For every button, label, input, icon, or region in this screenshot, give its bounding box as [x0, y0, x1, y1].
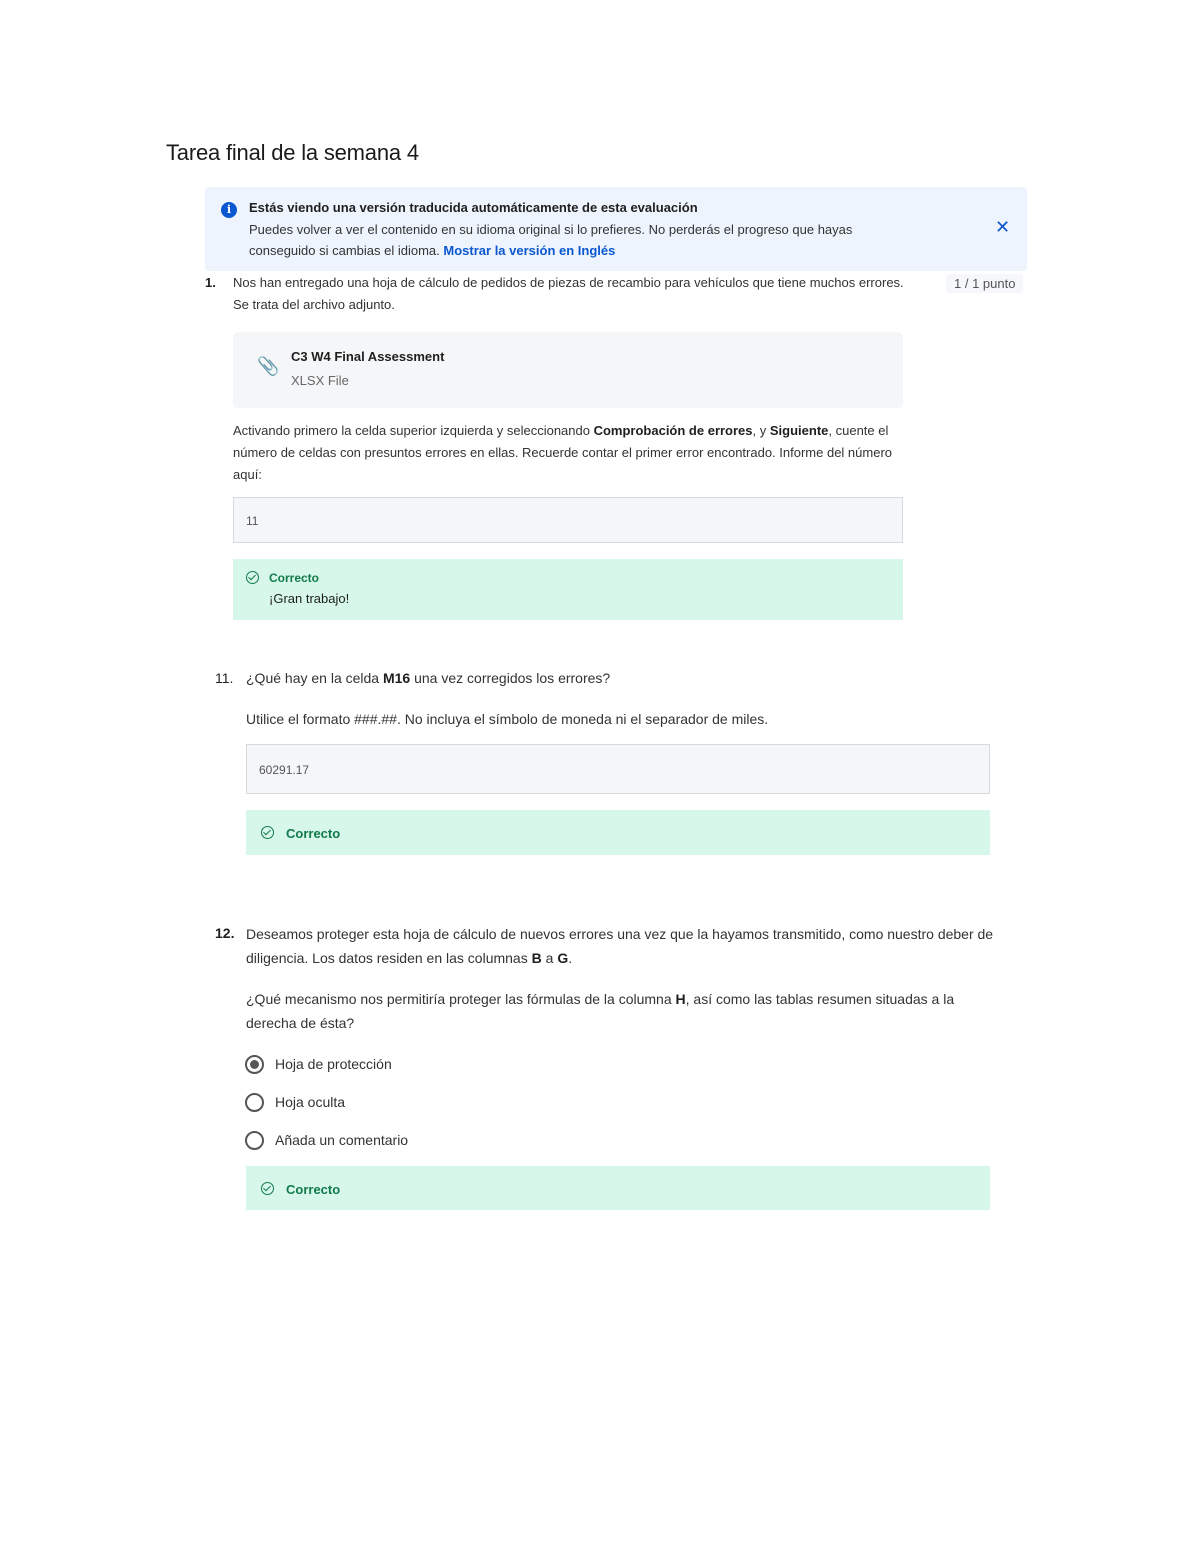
points-badge: 1 / 1 punto	[946, 274, 1023, 293]
q12-part: a	[541, 950, 558, 966]
answer-value: 60291.17	[259, 763, 310, 777]
feedback-correct-11	[246, 810, 990, 855]
feedback-label: Correcto	[286, 826, 341, 841]
q12-col-h: H	[675, 991, 686, 1007]
answer-value: 11	[246, 514, 259, 528]
q12-part: Deseamos proteger esta hoja de cálculo de nuevos errores una vez que la hayamos transmitido, como nuestro deber de diligencia. Los datos residen en las columnas	[246, 926, 994, 966]
option-label-1[interactable]: Hoja de protección	[275, 1056, 392, 1072]
check-circle-icon	[246, 571, 259, 584]
feedback-label: Correcto	[269, 571, 320, 585]
feedback-correct-1	[233, 559, 903, 620]
show-english-link[interactable]: Mostrar la versión en Inglés	[443, 243, 616, 258]
instr-part: , cuente el número de celdas con presuntos errores en ellas. Recuerde contar el primer error encontrado. Informe del número aquí:	[233, 423, 893, 482]
option-label-3[interactable]: Añada un comentario	[275, 1132, 409, 1148]
question-number-1: 1.	[205, 275, 216, 290]
translation-banner	[205, 187, 1027, 271]
question-1-text: Nos han entregado una hoja de cálculo de pedidos de piezas de recambio para vehículos que tiene muchos errores. Se trata del archivo adjunto.	[233, 275, 904, 312]
question-number-11: 11.	[215, 670, 234, 686]
q12-part: .	[568, 950, 573, 966]
info-icon: i	[221, 202, 237, 218]
q11-part: una vez corregidos los errores?	[410, 670, 611, 686]
radio-option-3[interactable]	[245, 1131, 264, 1150]
question-number-12: 12.	[215, 925, 235, 941]
check-circle-icon	[261, 826, 274, 839]
page-title: Tarea final de la semana 4	[166, 140, 419, 165]
question-11-text	[246, 667, 986, 689]
instr-bold-error-check: Comprobación de errores	[593, 423, 753, 438]
answer-field-11[interactable]	[246, 744, 990, 794]
question-12-prompt	[246, 987, 996, 1035]
instr-bold-next: Siguiente	[769, 423, 829, 438]
answer-field-1[interactable]	[233, 497, 903, 543]
q12-part: , así como las tablas resumen situadas a la derecha de ésta?	[246, 991, 955, 1031]
question-1-instructions	[233, 420, 903, 486]
instr-part: Activando primero la celda superior izquierda y seleccionando	[233, 423, 594, 438]
option-label-2[interactable]: Hoja oculta	[275, 1094, 346, 1110]
attachment-title[interactable]: C3 W4 Final Assessment	[291, 349, 445, 364]
paperclip-icon: 📎	[257, 356, 280, 376]
attachment-type: XLSX File	[291, 373, 349, 388]
check-circle-icon	[261, 1182, 274, 1195]
banner-title: Estás viendo una versión traducida automáticamente de esta evaluación	[249, 200, 698, 215]
feedback-correct-12	[246, 1166, 990, 1210]
instr-part: , y	[752, 423, 770, 438]
q11-part: ¿Qué hay en la celda	[246, 670, 383, 686]
banner-text	[249, 219, 909, 261]
q11-cell-ref: M16	[382, 670, 411, 686]
feedback-label: Correcto	[286, 1182, 341, 1197]
radio-option-2[interactable]	[245, 1093, 264, 1112]
attachment-card[interactable]	[233, 332, 903, 408]
banner-body: Puedes volver a ver el contenido en su idioma original si lo prefieres. No perderás el progreso que hayas conseguido si cambias el idioma.	[249, 222, 853, 258]
radio-option-1[interactable]	[245, 1055, 264, 1074]
q12-col-g: G	[557, 950, 569, 966]
feedback-message: ¡Gran trabajo!	[269, 591, 350, 606]
q12-col-b: B	[531, 950, 542, 966]
question-12-text	[246, 922, 996, 970]
question-11-instructions: Utilice el formato ###.##. No incluya el símbolo de moneda ni el separador de miles.	[246, 711, 769, 727]
q12-part: ¿Qué mecanismo nos permitiría proteger las fórmulas de la columna	[246, 991, 676, 1007]
close-icon[interactable]: ✕	[995, 217, 1011, 237]
